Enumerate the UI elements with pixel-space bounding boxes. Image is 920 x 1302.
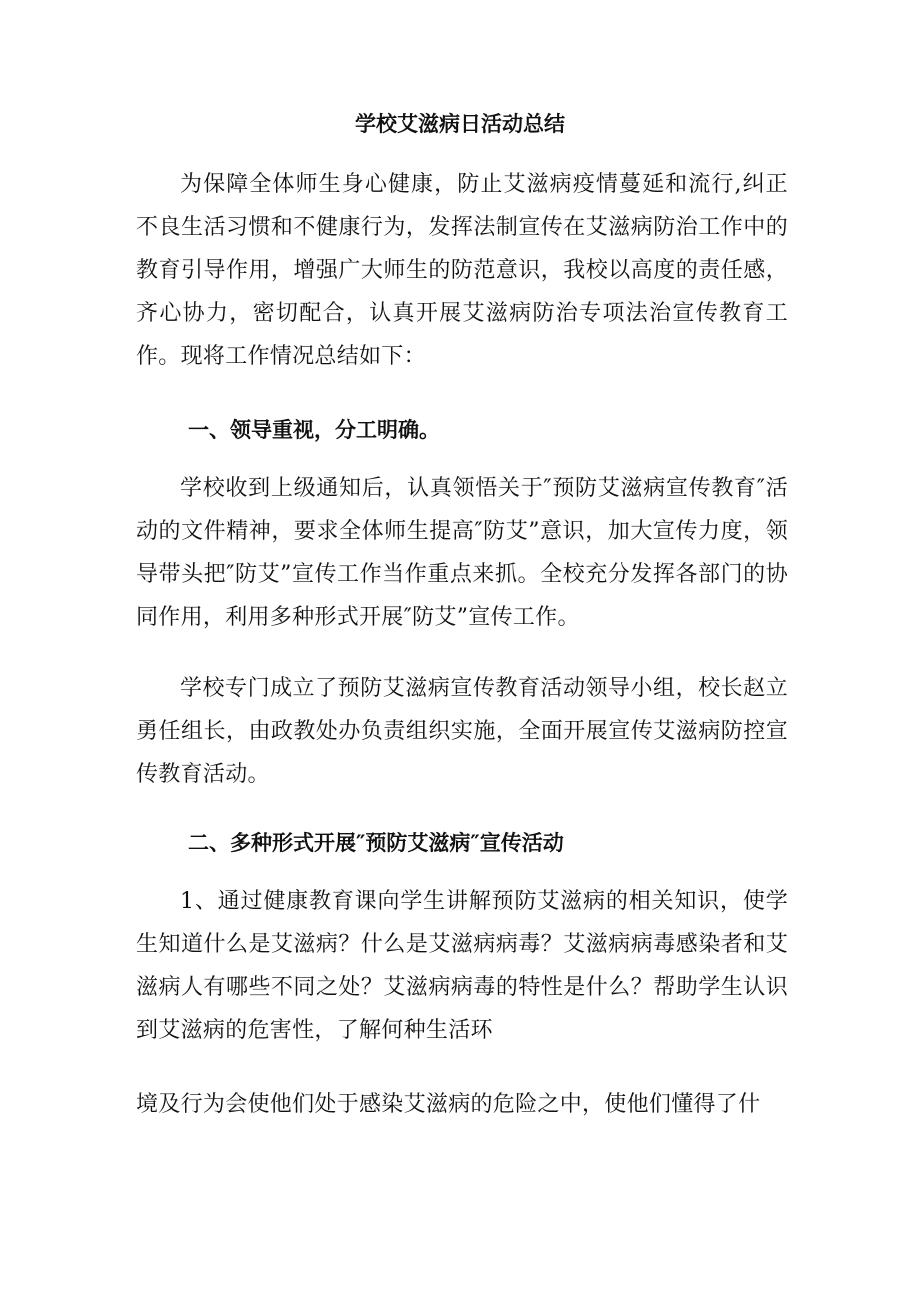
section2-item-1: 1、通过健康教育课向学生讲解预防艾滋病的相关知识，使学生知道什么是艾滋病？什么是艾滋病病毒？艾滋病病毒感染者和艾滋病人有哪些不同之处？艾滋病病毒的特性是什么？帮助学生认识到艾滋病的危害性，了解何种生活环 <box>136 889 788 1043</box>
section2-item-1-continued: 境及行为会使他们处于感染艾滋病的危险之中，使他们懂得了什 <box>136 1092 761 1117</box>
section1-paragraph-2: 学校专门成立了预防艾滋病宣传教育活动领导小组，校长赵立勇任组长，由政教处办负责组织实施，全面开展宣传艾滋病防控宣传教育活动。 <box>136 676 788 787</box>
section2-heading: 二、多种形式开展″预防艾滋病″宣传活动 <box>188 831 564 855</box>
section1-heading: 一、领导重视，分工明确。 <box>188 418 440 442</box>
document-title: 学校艾滋病日活动总结 <box>355 112 565 136</box>
section1-paragraph-1: 学校收到上级通知后，认真领悟关于″预防艾滋病宣传教育″活动的文件精神，要求全体师生提高″防艾”意识，加大宣传力度，领导带头把″防艾”宣传工作当作重点来抓。全校充分发挥各部门的协同作用，利用多种形式开展″防艾”宣传工作。 <box>136 476 788 630</box>
intro-paragraph: 为保障全体师生身心健康，防止艾滋病疫情蔓延和流行,纠正不良生活习惯和不健康行为，发挥法制宣传在艾滋病防治工作中的教育引导作用，增强广大师生的防范意识，我校以高度的责任感，齐心协力，密切配合，认真开展艾滋病防治专项法治宣传教育工作。现将工作情况总结如下： <box>136 172 788 369</box>
